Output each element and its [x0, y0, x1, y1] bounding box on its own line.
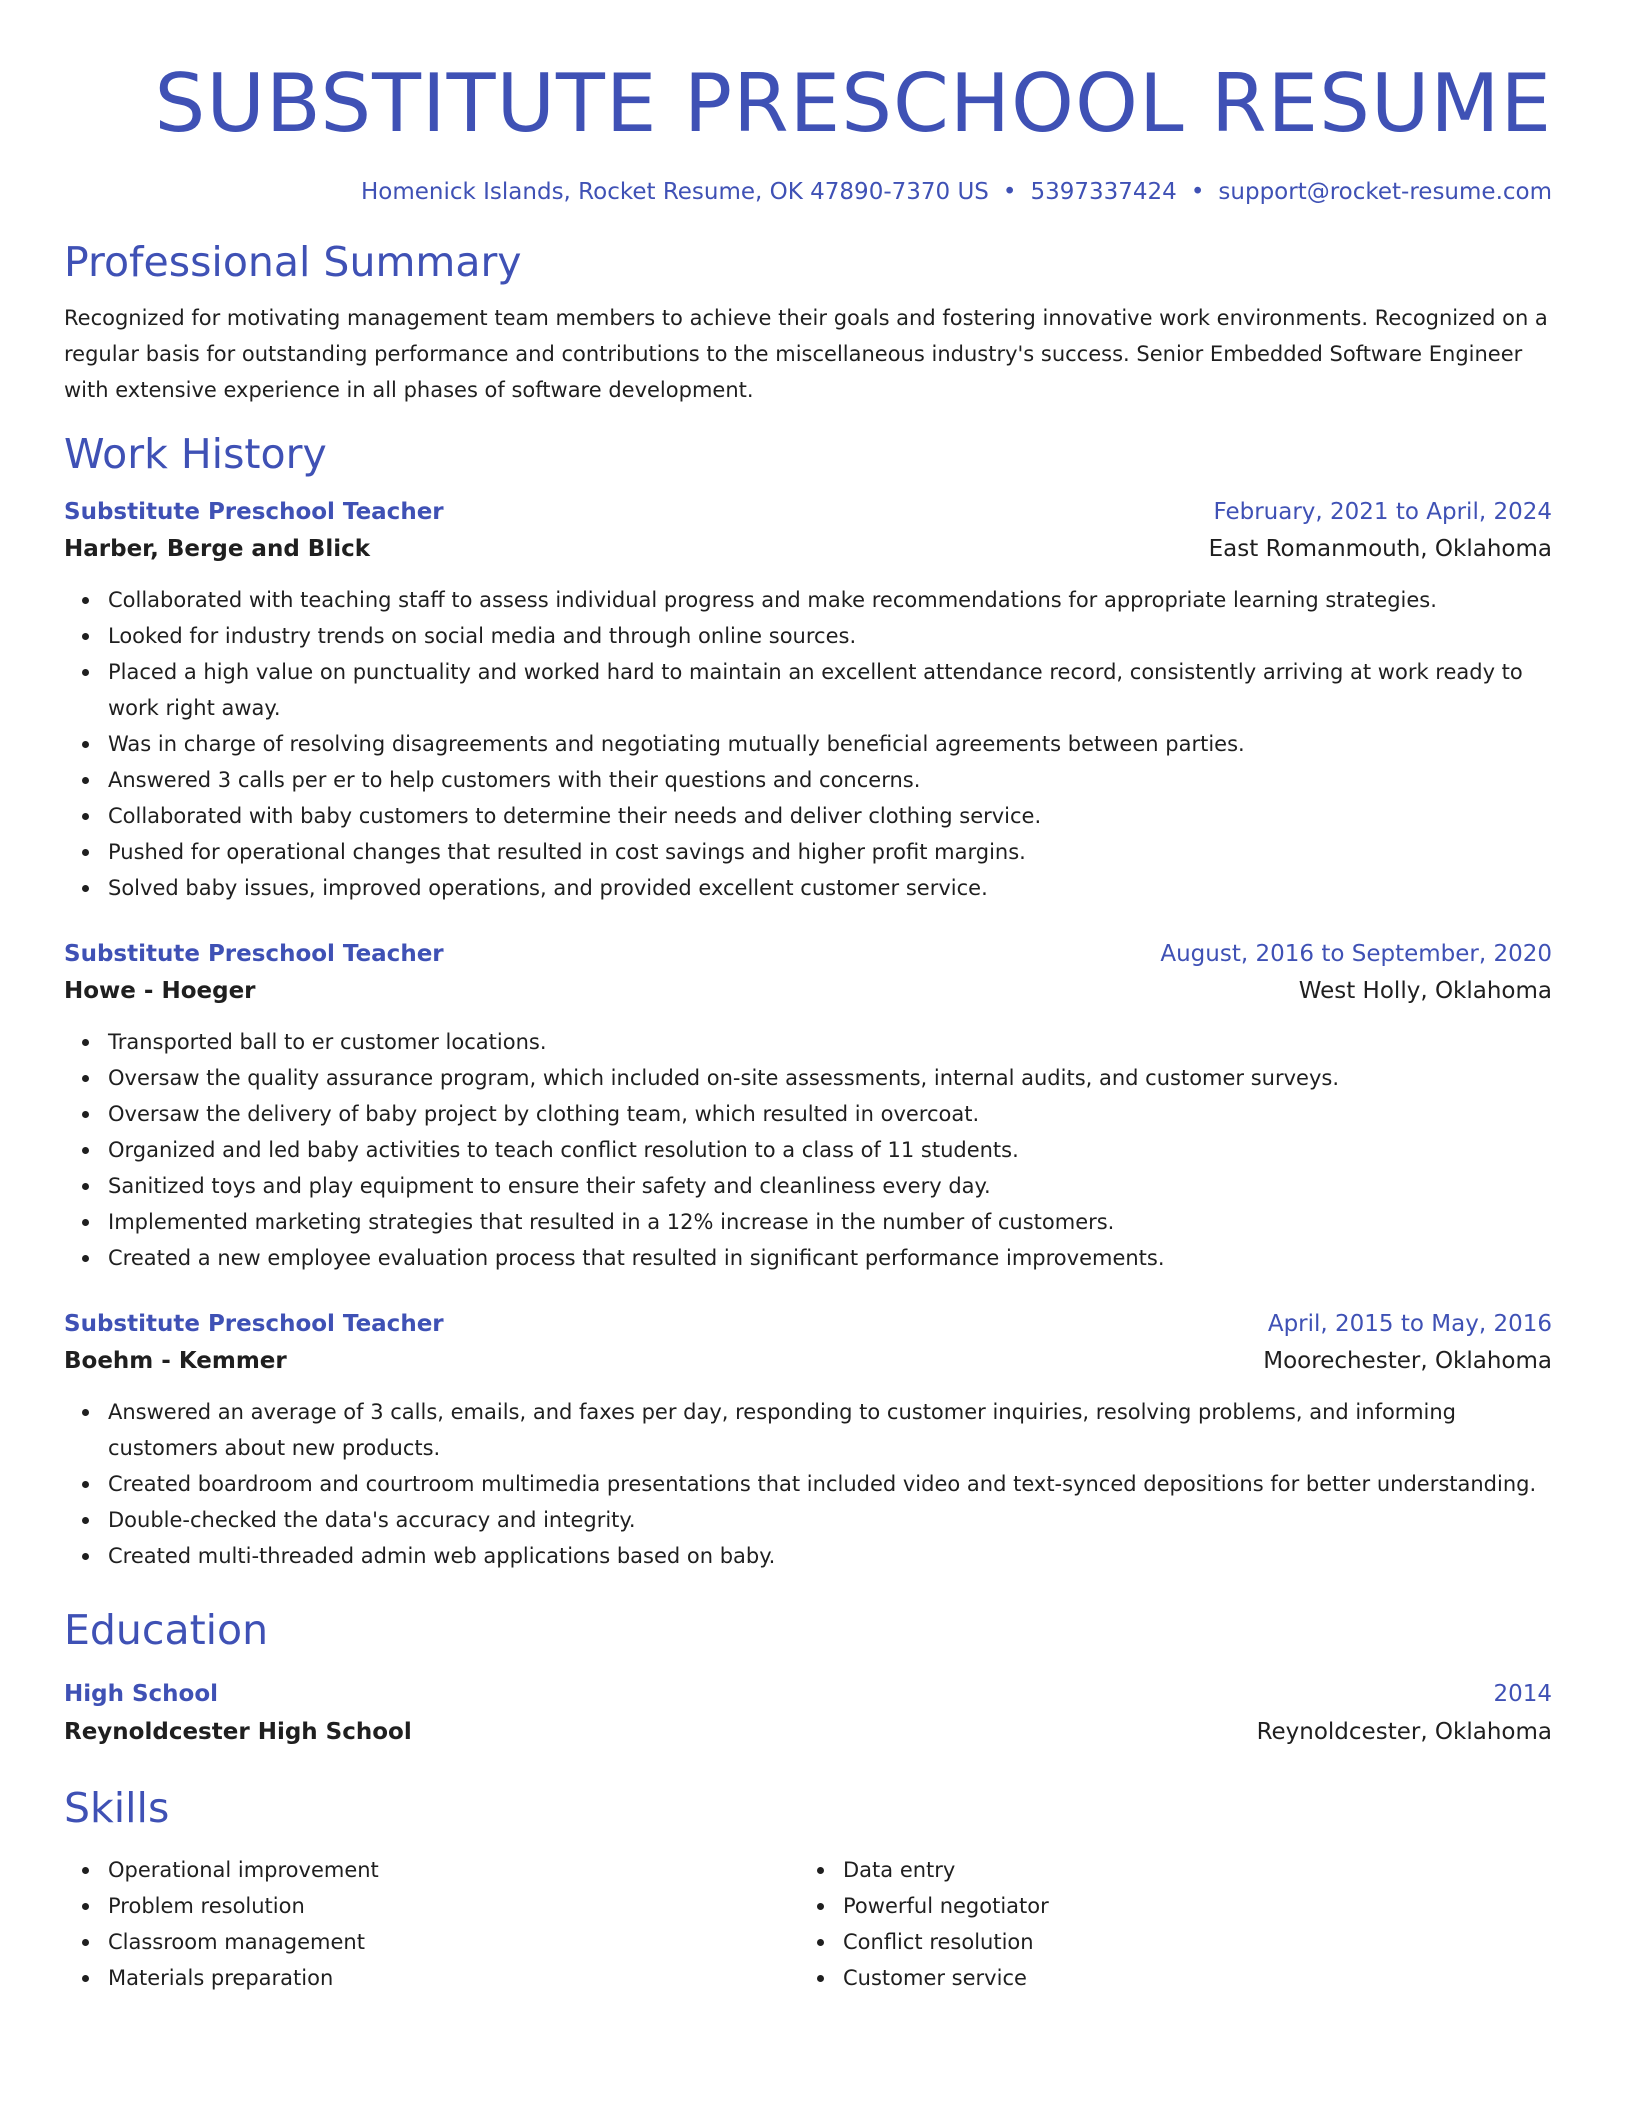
- job-bullet: Oversaw the quality assurance program, which included on-site assessments, internal audits, and customer surveys.: [108, 1060, 1552, 1096]
- job-bullet: Answered an average of 3 calls, emails, and faxes per day, responding to customer inquiries, resolving problems, and informing customers about new products.: [108, 1394, 1552, 1466]
- education-heading: Education: [64, 1606, 269, 1654]
- education-degree: High School: [64, 1681, 219, 1707]
- job-employer: Howe - Hoeger: [64, 978, 256, 1004]
- resume-page: [64, 0, 1552, 1996]
- job-bullet: Answered 3 calls per er to help customers with their questions and concerns.: [108, 762, 1552, 798]
- contact-email[interactable]: support@rocket-resume.com: [1218, 179, 1552, 205]
- job-entry: [64, 1306, 1552, 1574]
- job-location: West Holly, Oklahoma: [1298, 978, 1552, 1004]
- education-year: 2014: [1493, 1681, 1552, 1707]
- skill-item: Powerful negotiator: [843, 1888, 1534, 1924]
- contact-address: Homenick Islands, Rocket Resume, OK 47890-7370 US: [360, 179, 989, 205]
- skills-list-right: [799, 1852, 1534, 1996]
- job-bullet: Pushed for operational changes that resulted in cost savings and higher profit margins.: [108, 834, 1552, 870]
- job-bullet-list: [64, 1394, 1552, 1574]
- job-bullet: Created a new employee evaluation process that resulted in significant performance improvements.: [108, 1240, 1552, 1276]
- job-entry: [64, 936, 1552, 1276]
- skills-list-left: [64, 1852, 799, 1996]
- job-title: Substitute Preschool Teacher: [64, 499, 444, 525]
- job-dates: February, 2021 to April, 2024: [1213, 499, 1552, 525]
- job-bullet: Looked for industry trends on social media and through online sources.: [108, 618, 1552, 654]
- job-bullet: Collaborated with baby customers to determine their needs and deliver clothing service.: [108, 798, 1552, 834]
- job-bullet-list: [64, 582, 1552, 906]
- education-entry: [64, 1676, 1552, 1752]
- job-title: Substitute Preschool Teacher: [64, 1311, 444, 1337]
- contact-phone: 5397337424: [1030, 179, 1177, 205]
- job-bullet: Double-checked the data's accuracy and integrity.: [108, 1502, 1552, 1538]
- summary-heading: Professional Summary: [64, 238, 522, 286]
- job-dates: August, 2016 to September, 2020: [1160, 941, 1552, 967]
- resume-header: [64, 56, 1552, 208]
- skill-item: Materials preparation: [108, 1960, 799, 1996]
- skill-item: Operational improvement: [108, 1852, 799, 1888]
- skill-item: Classroom management: [108, 1924, 799, 1960]
- job-entry: [64, 494, 1552, 906]
- job-bullet: Sanitized toys and play equipment to ensure their safety and cleanliness every day.: [108, 1168, 1552, 1204]
- job-bullet: Solved baby issues, improved operations, and provided excellent customer service.: [108, 870, 1552, 906]
- job-bullet-list: [64, 1024, 1552, 1276]
- contact-separator: •: [1190, 179, 1205, 205]
- job-location: Moorechester, Oklahoma: [1263, 1348, 1552, 1374]
- job-bullet: Organized and led baby activities to teach conflict resolution to a class of 11 students.: [108, 1132, 1552, 1168]
- contact-separator: •: [1002, 179, 1017, 205]
- job-dates: April, 2015 to May, 2016: [1267, 1311, 1552, 1337]
- job-title: Substitute Preschool Teacher: [64, 941, 444, 967]
- skill-item: Conflict resolution: [843, 1924, 1534, 1960]
- job-bullet: Was in charge of resolving disagreements and negotiating mutually beneficial agreements between parties.: [108, 726, 1552, 762]
- job-bullet: Placed a high value on punctuality and worked hard to maintain an excellent attendance record, consistently arriving at work ready to work right away.: [108, 654, 1552, 726]
- job-location: East Romanmouth, Oklahoma: [1208, 536, 1552, 562]
- job-bullet: Created boardroom and courtroom multimedia presentations that included video and text-synced depositions for better understanding.: [108, 1466, 1552, 1502]
- skill-item: Customer service: [843, 1960, 1534, 1996]
- summary-text: Recognized for motivating management team members to achieve their goals and fostering innovative work environments. Recognized on a regular basis for outstanding performance and contributions to the miscellaneous industry's success. Senior Embedded Software Engineer with extensive experience in all phases of software development.: [64, 306, 1548, 402]
- job-bullet: Created multi-threaded admin web applications based on baby.: [108, 1538, 1552, 1574]
- skill-item: Problem resolution: [108, 1888, 799, 1924]
- skills-heading: Skills: [64, 1784, 170, 1832]
- job-bullet: Implemented marketing strategies that resulted in a 12% increase in the number of customers.: [108, 1204, 1552, 1240]
- skills-grid: [64, 1852, 1552, 1996]
- job-employer: Boehm - Kemmer: [64, 1348, 287, 1374]
- work-history-heading: Work History: [64, 430, 327, 478]
- contact-line: [64, 176, 1552, 208]
- resume-name: SUBSTITUTE PRESCHOOL RESUME: [154, 57, 1552, 150]
- education-location: Reynoldcester, Oklahoma: [1256, 1719, 1552, 1745]
- job-bullet: Oversaw the delivery of baby project by clothing team, which resulted in overcoat.: [108, 1096, 1552, 1132]
- education-school: Reynoldcester High School: [64, 1719, 412, 1745]
- job-employer: Harber, Berge and Blick: [64, 536, 371, 562]
- job-bullet: Collaborated with teaching staff to assess individual progress and make recommendations for appropriate learning strategies.: [108, 582, 1552, 618]
- skill-item: Data entry: [843, 1852, 1534, 1888]
- job-bullet: Transported ball to er customer locations.: [108, 1024, 1552, 1060]
